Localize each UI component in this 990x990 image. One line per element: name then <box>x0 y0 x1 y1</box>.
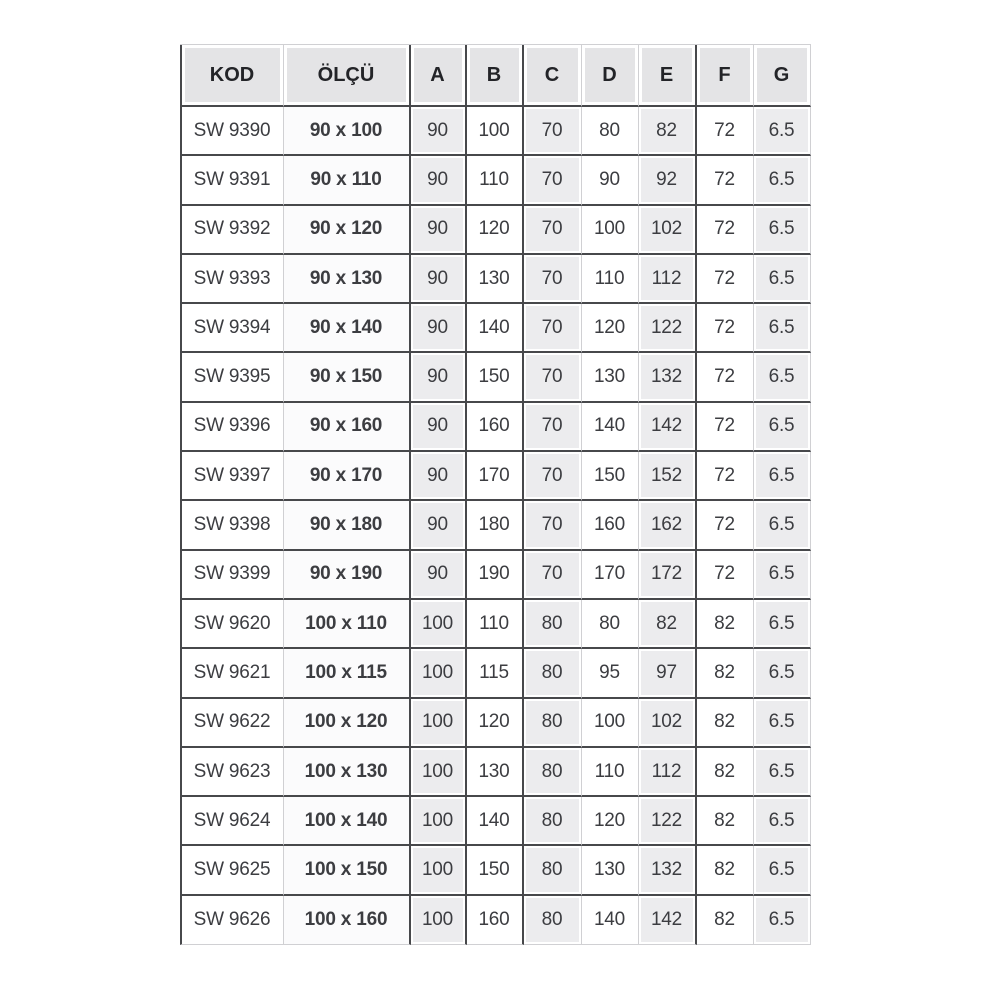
value-cell: 70 <box>524 255 582 304</box>
value-cell: 100 <box>582 206 639 255</box>
value-cell: 130 <box>582 353 639 402</box>
kod-cell: SW 9623 <box>180 748 284 797</box>
value-cell: 6.5 <box>754 255 811 304</box>
value-cell: 100 <box>411 699 467 748</box>
value-cell: 70 <box>524 107 582 156</box>
value-cell: 90 <box>411 255 467 304</box>
value-cell: 140 <box>467 797 524 846</box>
kod-cell: SW 9391 <box>180 156 284 205</box>
value-cell: 142 <box>639 896 697 945</box>
value-cell: 6.5 <box>754 156 811 205</box>
value-cell: 162 <box>639 501 697 550</box>
value-cell: 90 <box>411 403 467 452</box>
value-cell: 140 <box>467 304 524 353</box>
value-cell: 72 <box>697 452 754 501</box>
value-cell: 6.5 <box>754 846 811 895</box>
value-cell: 100 <box>467 107 524 156</box>
kod-cell: SW 9393 <box>180 255 284 304</box>
value-cell: 80 <box>524 649 582 698</box>
value-cell: 130 <box>467 748 524 797</box>
value-cell: 6.5 <box>754 107 811 156</box>
table-header-cell: G <box>754 45 811 107</box>
value-cell: 100 <box>411 896 467 945</box>
value-cell: 80 <box>582 107 639 156</box>
value-cell: 70 <box>524 156 582 205</box>
value-cell: 170 <box>467 452 524 501</box>
value-cell: 120 <box>467 206 524 255</box>
value-cell: 6.5 <box>754 403 811 452</box>
value-cell: 82 <box>639 600 697 649</box>
value-cell: 6.5 <box>754 797 811 846</box>
value-cell: 82 <box>697 846 754 895</box>
value-cell: 120 <box>582 797 639 846</box>
value-cell: 72 <box>697 107 754 156</box>
value-cell: 6.5 <box>754 501 811 550</box>
spec-table-wrapper <box>180 44 811 945</box>
value-cell: 6.5 <box>754 452 811 501</box>
value-cell: 100 <box>411 846 467 895</box>
value-cell: 80 <box>524 699 582 748</box>
olcu-cell: 90 x 130 <box>284 255 411 304</box>
value-cell: 122 <box>639 304 697 353</box>
kod-cell: SW 9624 <box>180 797 284 846</box>
value-cell: 190 <box>467 551 524 600</box>
value-cell: 6.5 <box>754 896 811 945</box>
value-cell: 152 <box>639 452 697 501</box>
value-cell: 72 <box>697 206 754 255</box>
olcu-cell: 100 x 115 <box>284 649 411 698</box>
value-cell: 112 <box>639 255 697 304</box>
olcu-cell: 100 x 110 <box>284 600 411 649</box>
table-header-cell: ÖLÇÜ <box>284 45 411 107</box>
value-cell: 70 <box>524 206 582 255</box>
value-cell: 140 <box>582 896 639 945</box>
value-cell: 120 <box>582 304 639 353</box>
value-cell: 132 <box>639 846 697 895</box>
value-cell: 72 <box>697 501 754 550</box>
value-cell: 80 <box>524 748 582 797</box>
value-cell: 82 <box>697 748 754 797</box>
olcu-cell: 90 x 120 <box>284 206 411 255</box>
value-cell: 90 <box>411 107 467 156</box>
value-cell: 100 <box>411 600 467 649</box>
value-cell: 82 <box>697 649 754 698</box>
value-cell: 82 <box>697 797 754 846</box>
value-cell: 180 <box>467 501 524 550</box>
value-cell: 100 <box>411 649 467 698</box>
value-cell: 97 <box>639 649 697 698</box>
olcu-cell: 100 x 150 <box>284 846 411 895</box>
table-header-cell: F <box>697 45 754 107</box>
value-cell: 130 <box>582 846 639 895</box>
value-cell: 72 <box>697 255 754 304</box>
value-cell: 82 <box>697 600 754 649</box>
value-cell: 142 <box>639 403 697 452</box>
table-header-cell: C <box>524 45 582 107</box>
value-cell: 6.5 <box>754 748 811 797</box>
olcu-cell: 90 x 190 <box>284 551 411 600</box>
value-cell: 90 <box>411 501 467 550</box>
value-cell: 80 <box>582 600 639 649</box>
olcu-cell: 100 x 120 <box>284 699 411 748</box>
value-cell: 6.5 <box>754 353 811 402</box>
value-cell: 80 <box>524 846 582 895</box>
value-cell: 140 <box>582 403 639 452</box>
kod-cell: SW 9397 <box>180 452 284 501</box>
value-cell: 72 <box>697 304 754 353</box>
value-cell: 115 <box>467 649 524 698</box>
value-cell: 150 <box>467 846 524 895</box>
value-cell: 6.5 <box>754 551 811 600</box>
value-cell: 90 <box>411 452 467 501</box>
kod-cell: SW 9390 <box>180 107 284 156</box>
value-cell: 82 <box>697 699 754 748</box>
value-cell: 70 <box>524 403 582 452</box>
value-cell: 70 <box>524 452 582 501</box>
kod-cell: SW 9626 <box>180 896 284 945</box>
olcu-cell: 90 x 150 <box>284 353 411 402</box>
value-cell: 82 <box>697 896 754 945</box>
table-header-cell: D <box>582 45 639 107</box>
kod-cell: SW 9392 <box>180 206 284 255</box>
olcu-cell: 100 x 130 <box>284 748 411 797</box>
value-cell: 102 <box>639 206 697 255</box>
value-cell: 120 <box>467 699 524 748</box>
table-header-cell: B <box>467 45 524 107</box>
value-cell: 72 <box>697 403 754 452</box>
kod-cell: SW 9396 <box>180 403 284 452</box>
value-cell: 110 <box>467 600 524 649</box>
spec-table <box>180 45 811 945</box>
value-cell: 72 <box>697 353 754 402</box>
olcu-cell: 90 x 140 <box>284 304 411 353</box>
olcu-cell: 100 x 140 <box>284 797 411 846</box>
value-cell: 80 <box>524 797 582 846</box>
value-cell: 132 <box>639 353 697 402</box>
value-cell: 150 <box>467 353 524 402</box>
value-cell: 100 <box>411 748 467 797</box>
value-cell: 90 <box>582 156 639 205</box>
value-cell: 130 <box>467 255 524 304</box>
kod-cell: SW 9620 <box>180 600 284 649</box>
value-cell: 70 <box>524 501 582 550</box>
value-cell: 6.5 <box>754 699 811 748</box>
olcu-cell: 100 x 160 <box>284 896 411 945</box>
olcu-cell: 90 x 170 <box>284 452 411 501</box>
kod-cell: SW 9399 <box>180 551 284 600</box>
value-cell: 90 <box>411 156 467 205</box>
value-cell: 160 <box>467 896 524 945</box>
value-cell: 95 <box>582 649 639 698</box>
value-cell: 6.5 <box>754 649 811 698</box>
value-cell: 110 <box>582 255 639 304</box>
value-cell: 160 <box>467 403 524 452</box>
table-header-cell: A <box>411 45 467 107</box>
value-cell: 90 <box>411 551 467 600</box>
value-cell: 70 <box>524 353 582 402</box>
value-cell: 112 <box>639 748 697 797</box>
value-cell: 160 <box>582 501 639 550</box>
kod-cell: SW 9625 <box>180 846 284 895</box>
value-cell: 102 <box>639 699 697 748</box>
value-cell: 82 <box>639 107 697 156</box>
value-cell: 70 <box>524 551 582 600</box>
value-cell: 100 <box>411 797 467 846</box>
olcu-cell: 90 x 160 <box>284 403 411 452</box>
value-cell: 100 <box>582 699 639 748</box>
value-cell: 170 <box>582 551 639 600</box>
value-cell: 72 <box>697 551 754 600</box>
value-cell: 92 <box>639 156 697 205</box>
olcu-cell: 90 x 110 <box>284 156 411 205</box>
value-cell: 6.5 <box>754 206 811 255</box>
kod-cell: SW 9622 <box>180 699 284 748</box>
value-cell: 70 <box>524 304 582 353</box>
value-cell: 122 <box>639 797 697 846</box>
value-cell: 72 <box>697 156 754 205</box>
value-cell: 90 <box>411 353 467 402</box>
value-cell: 80 <box>524 600 582 649</box>
value-cell: 150 <box>582 452 639 501</box>
kod-cell: SW 9621 <box>180 649 284 698</box>
value-cell: 6.5 <box>754 304 811 353</box>
olcu-cell: 90 x 100 <box>284 107 411 156</box>
value-cell: 80 <box>524 896 582 945</box>
value-cell: 110 <box>467 156 524 205</box>
value-cell: 90 <box>411 206 467 255</box>
table-header-cell: KOD <box>180 45 284 107</box>
kod-cell: SW 9398 <box>180 501 284 550</box>
value-cell: 6.5 <box>754 600 811 649</box>
value-cell: 110 <box>582 748 639 797</box>
value-cell: 172 <box>639 551 697 600</box>
olcu-cell: 90 x 180 <box>284 501 411 550</box>
kod-cell: SW 9394 <box>180 304 284 353</box>
value-cell: 90 <box>411 304 467 353</box>
kod-cell: SW 9395 <box>180 353 284 402</box>
table-header-cell: E <box>639 45 697 107</box>
